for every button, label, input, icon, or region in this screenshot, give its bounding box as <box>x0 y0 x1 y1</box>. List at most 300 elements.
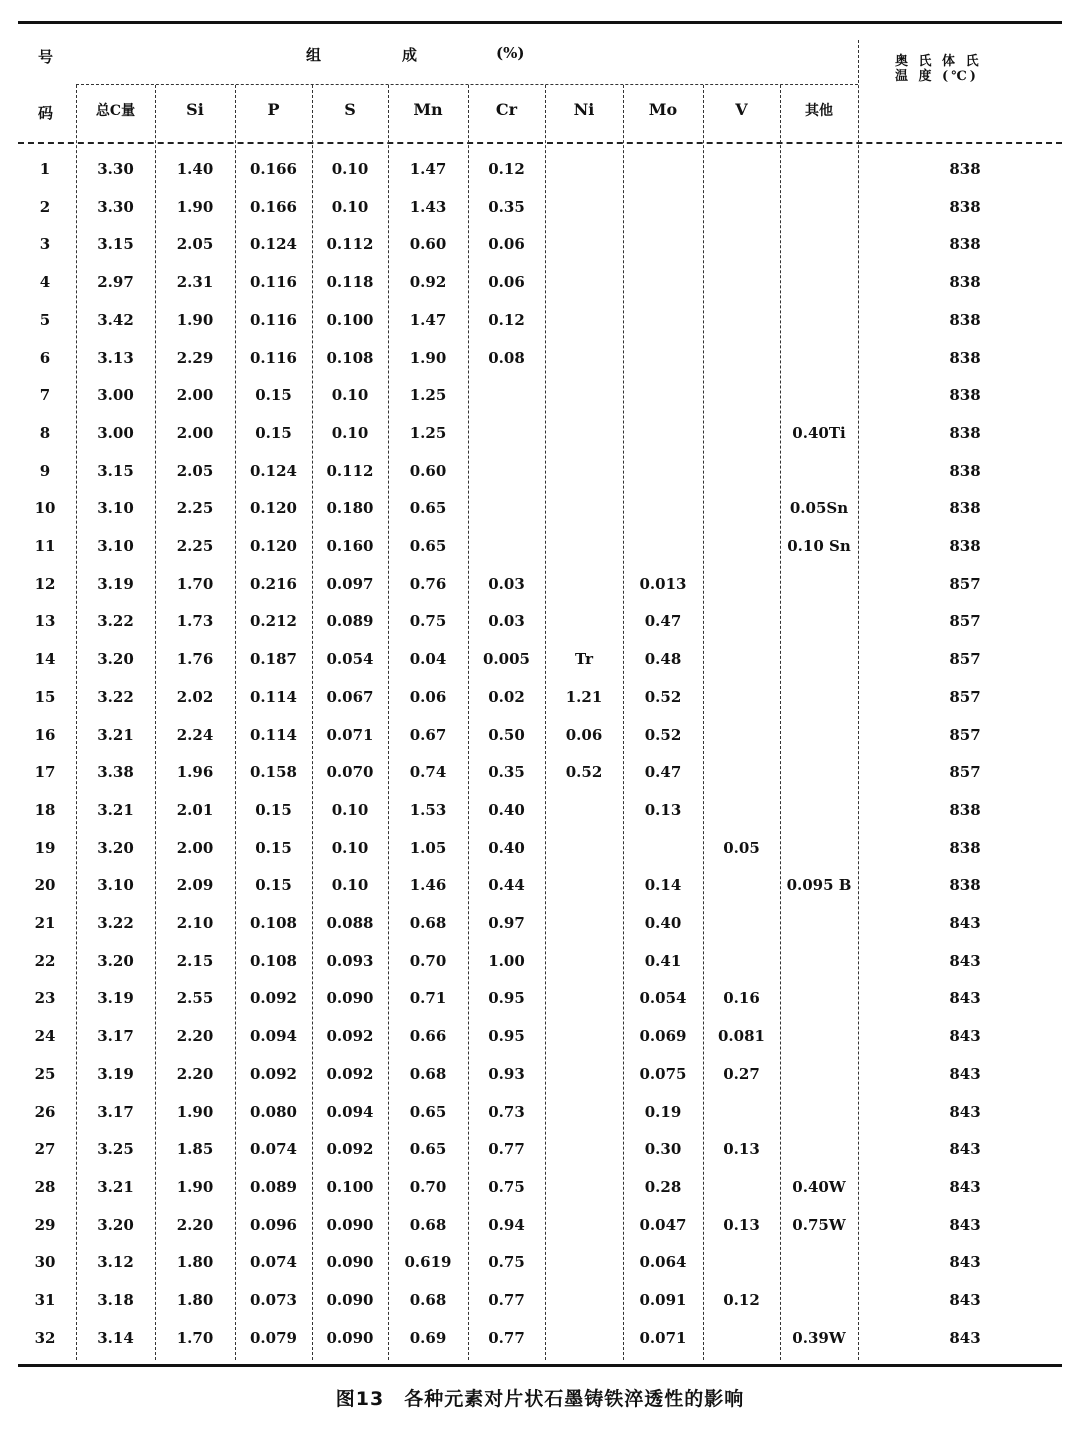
cell-s: 0.160 <box>326 537 374 555</box>
column-header-mn: Mn <box>413 100 443 119</box>
cell-si: 1.40 <box>176 160 214 178</box>
cell-total-c: 3.21 <box>97 725 134 744</box>
cell-row-number: 13 <box>34 612 56 631</box>
cell-p: 0.092 <box>250 989 297 1008</box>
cell-s: 0.090 <box>326 1215 374 1234</box>
cell-s: 0.071 <box>326 725 374 744</box>
column-separator <box>780 85 781 1360</box>
cell-cr: 0.50 <box>488 725 525 744</box>
cell-mo: 0.47 <box>644 763 682 782</box>
cell-si: 2.02 <box>176 687 214 706</box>
cell-p: 0.15 <box>255 423 292 442</box>
cell-mn: 0.74 <box>409 763 447 782</box>
cell-s: 0.112 <box>326 235 374 254</box>
cell-cr: 0.95 <box>488 989 525 1008</box>
cell-ni: 0.06 <box>565 725 603 744</box>
cell-s: 0.10 <box>331 876 369 895</box>
cell-s: 0.054 <box>326 650 374 669</box>
cell-si: 2.20 <box>176 1027 214 1046</box>
cell-austenite-temp: 838 <box>949 310 981 329</box>
cell-si: 2.15 <box>176 951 214 970</box>
cell-s: 0.093 <box>326 951 374 970</box>
cell-mn: 0.68 <box>409 914 447 932</box>
cell-total-c: 3.00 <box>97 423 134 442</box>
cell-mn: 1.47 <box>409 160 447 178</box>
cell-austenite-temp: 838 <box>949 876 981 895</box>
cell-mo: 0.52 <box>644 687 682 706</box>
cell-mn: 0.65 <box>409 1140 447 1159</box>
column-separator <box>703 85 704 1360</box>
cell-s: 0.090 <box>326 1328 374 1347</box>
cell-s: 0.10 <box>331 197 369 216</box>
cell-s: 0.100 <box>326 310 374 329</box>
cell-row-number: 21 <box>34 914 56 932</box>
cell-si: 2.55 <box>176 989 214 1008</box>
cell-total-c: 3.10 <box>97 499 134 518</box>
cell-v: 0.12 <box>723 1291 760 1309</box>
cell-total-c: 3.10 <box>97 537 134 555</box>
cell-cr: 0.02 <box>488 687 525 706</box>
cell-v: 0.13 <box>723 1215 760 1234</box>
cell-p: 0.216 <box>250 574 297 593</box>
cell-total-c: 3.15 <box>97 461 134 480</box>
cell-mn: 0.65 <box>409 499 447 518</box>
cell-total-c: 3.19 <box>97 1064 134 1083</box>
column-separator <box>623 85 624 1360</box>
cell-mo: 0.013 <box>639 574 687 593</box>
cell-ni: 1.21 <box>565 687 603 706</box>
cell-mn: 1.05 <box>409 838 447 857</box>
cell-total-c: 3.30 <box>97 197 134 216</box>
cell-row-number: 30 <box>34 1253 56 1272</box>
column-header-ni: Ni <box>573 100 595 119</box>
cell-si: 1.80 <box>176 1291 214 1309</box>
cell-mn: 0.76 <box>409 574 447 593</box>
cell-mn: 1.53 <box>409 800 447 819</box>
cell-austenite-temp: 843 <box>949 1177 981 1196</box>
cell-total-c: 3.22 <box>97 914 134 932</box>
cell-cr: 0.73 <box>488 1102 525 1121</box>
cell-v: 0.16 <box>723 989 760 1008</box>
cell-si: 2.20 <box>176 1064 214 1083</box>
cell-p: 0.094 <box>250 1027 297 1046</box>
cell-mn: 0.68 <box>409 1215 447 1234</box>
header-divider <box>18 142 1062 144</box>
cell-row-number: 1 <box>39 160 51 178</box>
cell-other: 0.10 Sn <box>787 537 851 555</box>
cell-cr: 0.40 <box>488 800 525 819</box>
cell-si: 1.70 <box>176 1328 214 1347</box>
cell-cr: 0.03 <box>488 574 525 593</box>
cell-mn: 0.68 <box>409 1291 447 1309</box>
cell-mn: 1.43 <box>409 197 447 216</box>
cell-s: 0.10 <box>331 386 369 405</box>
cell-cr: 0.06 <box>488 235 525 254</box>
cell-total-c: 3.17 <box>97 1027 134 1046</box>
cell-mn: 0.60 <box>409 235 447 254</box>
column-header-mo: Mo <box>648 100 678 119</box>
cell-si: 2.00 <box>176 386 214 405</box>
cell-mn: 0.65 <box>409 537 447 555</box>
cell-austenite-temp: 857 <box>949 650 981 669</box>
cell-si: 2.20 <box>176 1215 214 1234</box>
cell-p: 0.116 <box>250 310 297 329</box>
table-top-rule <box>18 21 1062 24</box>
cell-total-c: 3.19 <box>97 989 134 1008</box>
cell-austenite-temp: 838 <box>949 197 981 216</box>
cell-cr: 0.03 <box>488 612 525 631</box>
cell-row-number: 4 <box>39 273 51 292</box>
cell-austenite-temp: 857 <box>949 574 981 593</box>
cell-austenite-temp: 843 <box>949 1064 981 1083</box>
cell-mo: 0.071 <box>639 1328 687 1347</box>
cell-cr: 0.06 <box>488 273 525 292</box>
cell-total-c: 3.15 <box>97 235 134 254</box>
cell-p: 0.15 <box>255 838 292 857</box>
cell-row-number: 2 <box>39 197 51 216</box>
cell-s: 0.100 <box>326 1177 374 1196</box>
cell-mn: 0.66 <box>409 1027 447 1046</box>
cell-p: 0.124 <box>250 461 297 480</box>
cell-austenite-temp: 843 <box>949 914 981 932</box>
cell-total-c: 3.18 <box>97 1291 134 1309</box>
cell-si: 1.90 <box>176 197 214 216</box>
cell-other: 0.40W <box>792 1177 846 1196</box>
cell-p: 0.114 <box>250 725 297 744</box>
cell-si: 1.85 <box>176 1140 214 1159</box>
cell-total-c: 3.22 <box>97 687 134 706</box>
cell-austenite-temp: 838 <box>949 235 981 254</box>
cell-si: 2.00 <box>176 423 214 442</box>
cell-p: 0.073 <box>250 1291 297 1309</box>
cell-row-number: 5 <box>39 310 51 329</box>
cell-total-c: 3.42 <box>97 310 134 329</box>
cell-p: 0.120 <box>250 499 297 518</box>
cell-v: 0.05 <box>723 838 760 857</box>
cell-p: 0.114 <box>250 687 297 706</box>
cell-si: 2.24 <box>176 725 214 744</box>
cell-austenite-temp: 843 <box>949 1140 981 1159</box>
cell-mn: 0.06 <box>409 687 447 706</box>
subheader-rule <box>76 84 858 85</box>
cell-austenite-temp: 838 <box>949 537 981 555</box>
cell-mo: 0.40 <box>644 914 682 932</box>
cell-si: 2.01 <box>176 800 214 819</box>
cell-s: 0.10 <box>331 800 369 819</box>
cell-mo: 0.41 <box>644 951 682 970</box>
column-separator <box>858 40 859 1360</box>
cell-si: 1.96 <box>176 763 214 782</box>
cell-si: 2.29 <box>176 348 214 367</box>
cell-si: 1.90 <box>176 1177 214 1196</box>
cell-austenite-temp: 843 <box>949 989 981 1008</box>
cell-other: 0.40Ti <box>792 423 846 442</box>
cell-row-number: 11 <box>34 537 56 555</box>
cell-row-number: 12 <box>34 574 56 593</box>
cell-austenite-temp: 857 <box>949 612 981 631</box>
cell-austenite-temp: 838 <box>949 499 981 518</box>
cell-p: 0.158 <box>250 763 297 782</box>
cell-total-c: 3.20 <box>97 838 134 857</box>
cell-austenite-temp: 857 <box>949 687 981 706</box>
column-header-s: S <box>344 100 356 119</box>
cell-si: 2.05 <box>176 461 214 480</box>
cell-si: 2.31 <box>176 273 214 292</box>
cell-austenite-temp: 838 <box>949 838 981 857</box>
cell-cr: 0.95 <box>488 1027 525 1046</box>
cell-row-number: 23 <box>34 989 56 1008</box>
cell-austenite-temp: 838 <box>949 160 981 178</box>
cell-cr: 0.12 <box>488 160 525 178</box>
cell-p: 0.116 <box>250 273 297 292</box>
cell-total-c: 3.38 <box>97 763 134 782</box>
cell-total-c: 3.17 <box>97 1102 134 1121</box>
cell-s: 0.118 <box>326 273 374 292</box>
cell-row-number: 22 <box>34 951 56 970</box>
cell-austenite-temp: 843 <box>949 1215 981 1234</box>
cell-si: 1.80 <box>176 1253 214 1272</box>
cell-s: 0.092 <box>326 1027 374 1046</box>
cell-cr: 0.08 <box>488 348 525 367</box>
cell-total-c: 3.21 <box>97 800 134 819</box>
cell-p: 0.096 <box>250 1215 297 1234</box>
cell-mo: 0.28 <box>644 1177 682 1196</box>
cell-v: 0.27 <box>723 1064 760 1083</box>
cell-cr: 0.94 <box>488 1215 525 1234</box>
cell-row-number: 32 <box>34 1328 56 1347</box>
cell-total-c: 3.10 <box>97 876 134 895</box>
cell-total-c: 3.20 <box>97 650 134 669</box>
cell-p: 0.15 <box>255 876 292 895</box>
cell-mn: 0.60 <box>409 461 447 480</box>
cell-mo: 0.47 <box>644 612 682 631</box>
cell-p: 0.108 <box>250 951 297 970</box>
cell-cr: 0.35 <box>488 197 525 216</box>
cell-s: 0.180 <box>326 499 374 518</box>
cell-austenite-temp: 843 <box>949 951 981 970</box>
cell-mo: 0.091 <box>639 1291 687 1309</box>
cell-si: 1.76 <box>176 650 214 669</box>
cell-austenite-temp: 843 <box>949 1328 981 1347</box>
cell-mn: 0.71 <box>409 989 447 1008</box>
cell-si: 2.09 <box>176 876 214 895</box>
cell-row-number: 9 <box>39 461 51 480</box>
cell-s: 0.10 <box>331 423 369 442</box>
cell-row-number: 31 <box>34 1291 56 1309</box>
header-zu: 组 <box>306 46 322 64</box>
cell-s: 0.094 <box>326 1102 374 1121</box>
cell-p: 0.166 <box>250 160 297 178</box>
cell-p: 0.15 <box>255 800 292 819</box>
cell-s: 0.067 <box>326 687 374 706</box>
cell-row-number: 3 <box>39 235 51 254</box>
cell-total-c: 3.25 <box>97 1140 134 1159</box>
cell-austenite-temp: 838 <box>949 423 981 442</box>
cell-mo: 0.13 <box>644 800 682 819</box>
cell-si: 2.05 <box>176 235 214 254</box>
cell-row-number: 14 <box>34 650 56 669</box>
cell-si: 2.10 <box>176 914 214 932</box>
cell-austenite-temp: 843 <box>949 1102 981 1121</box>
header-austenite-temperature <box>895 54 982 84</box>
cell-s: 0.090 <box>326 1291 374 1309</box>
cell-si: 2.25 <box>176 537 214 555</box>
cell-si: 2.25 <box>176 499 214 518</box>
cell-s: 0.10 <box>331 160 369 178</box>
header-percent: (%) <box>496 44 525 62</box>
cell-mo: 0.52 <box>644 725 682 744</box>
cell-mn: 0.67 <box>409 725 447 744</box>
cell-p: 0.089 <box>250 1177 297 1196</box>
cell-total-c: 3.00 <box>97 386 134 405</box>
header-ma: 码 <box>38 104 54 122</box>
cell-total-c: 3.13 <box>97 348 134 367</box>
cell-p: 0.074 <box>250 1253 297 1272</box>
cell-other: 0.75W <box>792 1215 846 1234</box>
cell-mn: 1.90 <box>409 348 447 367</box>
cell-p: 0.166 <box>250 197 297 216</box>
cell-row-number: 27 <box>34 1140 56 1159</box>
cell-austenite-temp: 857 <box>949 725 981 744</box>
column-header-si: Si <box>186 100 204 119</box>
column-header-v: V <box>735 100 748 119</box>
cell-mn: 1.25 <box>409 423 447 442</box>
cell-s: 0.10 <box>331 838 369 857</box>
header-austenite-line1: 奥 氏 体 氏 <box>895 54 982 69</box>
column-header-other: 其他 <box>805 103 833 119</box>
cell-s: 0.097 <box>326 574 374 593</box>
cell-austenite-temp: 843 <box>949 1253 981 1272</box>
cell-p: 0.120 <box>250 537 297 555</box>
cell-s: 0.090 <box>326 1253 374 1272</box>
cell-row-number: 19 <box>34 838 56 857</box>
column-header-p: P <box>267 100 280 119</box>
cell-mn: 1.47 <box>409 310 447 329</box>
cell-mo: 0.48 <box>644 650 682 669</box>
cell-row-number: 26 <box>34 1102 56 1121</box>
cell-cr: 0.77 <box>488 1328 525 1347</box>
cell-total-c: 3.20 <box>97 951 134 970</box>
cell-row-number: 28 <box>34 1177 56 1196</box>
cell-v: 0.081 <box>718 1027 765 1046</box>
cell-si: 1.73 <box>176 612 214 631</box>
cell-cr: 0.40 <box>488 838 525 857</box>
cell-row-number: 25 <box>34 1064 56 1083</box>
cell-cr: 1.00 <box>488 951 525 970</box>
cell-cr: 0.44 <box>488 876 525 895</box>
cell-mn: 0.68 <box>409 1064 447 1083</box>
header-austenite-line2: 温 度 (℃) <box>895 69 979 84</box>
header-cheng: 成 <box>402 46 418 64</box>
cell-mo: 0.30 <box>644 1140 682 1159</box>
cell-mo: 0.054 <box>639 989 687 1008</box>
cell-si: 1.90 <box>176 1102 214 1121</box>
cell-other: 0.05Sn <box>789 499 849 518</box>
cell-austenite-temp: 838 <box>949 461 981 480</box>
column-header-cr: Cr <box>495 100 518 119</box>
cell-mn: 0.69 <box>409 1328 447 1347</box>
figure-caption: 图13 各种元素对片状石墨铸铁淬透性的影响 <box>335 1388 745 1410</box>
cell-s: 0.088 <box>326 914 374 932</box>
cell-ni: Tr <box>575 650 593 669</box>
cell-p: 0.124 <box>250 235 297 254</box>
cell-p: 0.092 <box>250 1064 297 1083</box>
cell-row-number: 6 <box>39 348 51 367</box>
cell-mo: 0.069 <box>639 1027 687 1046</box>
cell-mn: 0.04 <box>409 650 447 669</box>
cell-p: 0.212 <box>250 612 297 631</box>
cell-mo: 0.14 <box>644 876 682 895</box>
cell-p: 0.15 <box>255 386 292 405</box>
cell-mn: 0.619 <box>404 1253 452 1272</box>
cell-row-number: 7 <box>39 386 51 405</box>
cell-ni: 0.52 <box>565 763 603 782</box>
cell-cr: 0.97 <box>488 914 525 932</box>
cell-austenite-temp: 857 <box>949 763 981 782</box>
cell-other: 0.095 B <box>786 876 852 895</box>
cell-si: 1.90 <box>176 310 214 329</box>
cell-mn: 0.70 <box>409 1177 447 1196</box>
cell-mn: 0.92 <box>409 273 447 292</box>
cell-p: 0.108 <box>250 914 297 932</box>
cell-total-c: 3.12 <box>97 1253 134 1272</box>
cell-cr: 0.77 <box>488 1140 525 1159</box>
cell-mn: 0.70 <box>409 951 447 970</box>
table-bottom-rule <box>18 1364 1062 1367</box>
cell-austenite-temp: 838 <box>949 273 981 292</box>
cell-cr: 0.75 <box>488 1253 525 1272</box>
cell-row-number: 18 <box>34 800 56 819</box>
cell-mn: 1.46 <box>409 876 447 895</box>
cell-s: 0.089 <box>326 612 374 631</box>
cell-austenite-temp: 843 <box>949 1027 981 1046</box>
cell-cr: 0.12 <box>488 310 525 329</box>
cell-row-number: 20 <box>34 876 56 895</box>
cell-mo: 0.19 <box>644 1102 682 1121</box>
cell-v: 0.13 <box>723 1140 760 1159</box>
cell-row-number: 8 <box>39 423 51 442</box>
cell-s: 0.092 <box>326 1140 374 1159</box>
header-hao: 号 <box>38 48 54 66</box>
cell-austenite-temp: 843 <box>949 1291 981 1309</box>
cell-austenite-temp: 838 <box>949 386 981 405</box>
cell-cr: 0.75 <box>488 1177 525 1196</box>
cell-p: 0.116 <box>250 348 297 367</box>
cell-other: 0.39W <box>792 1328 846 1347</box>
cell-si: 1.70 <box>176 574 214 593</box>
cell-s: 0.092 <box>326 1064 374 1083</box>
column-header-total-c: 总C量 <box>95 103 136 119</box>
cell-mn: 1.25 <box>409 386 447 405</box>
cell-p: 0.079 <box>250 1328 297 1347</box>
cell-row-number: 10 <box>34 499 56 518</box>
cell-p: 0.187 <box>250 650 297 669</box>
cell-s: 0.112 <box>326 461 374 480</box>
cell-s: 0.108 <box>326 348 374 367</box>
cell-row-number: 29 <box>34 1215 56 1234</box>
cell-total-c: 3.20 <box>97 1215 134 1234</box>
cell-p: 0.074 <box>250 1140 297 1159</box>
cell-row-number: 24 <box>34 1027 56 1046</box>
cell-austenite-temp: 838 <box>949 348 981 367</box>
cell-austenite-temp: 838 <box>949 800 981 819</box>
cell-cr: 0.93 <box>488 1064 525 1083</box>
cell-mo: 0.075 <box>639 1064 687 1083</box>
cell-mo: 0.047 <box>639 1215 687 1234</box>
cell-total-c: 3.22 <box>97 612 134 631</box>
cell-mn: 0.65 <box>409 1102 447 1121</box>
cell-cr: 0.77 <box>488 1291 525 1309</box>
